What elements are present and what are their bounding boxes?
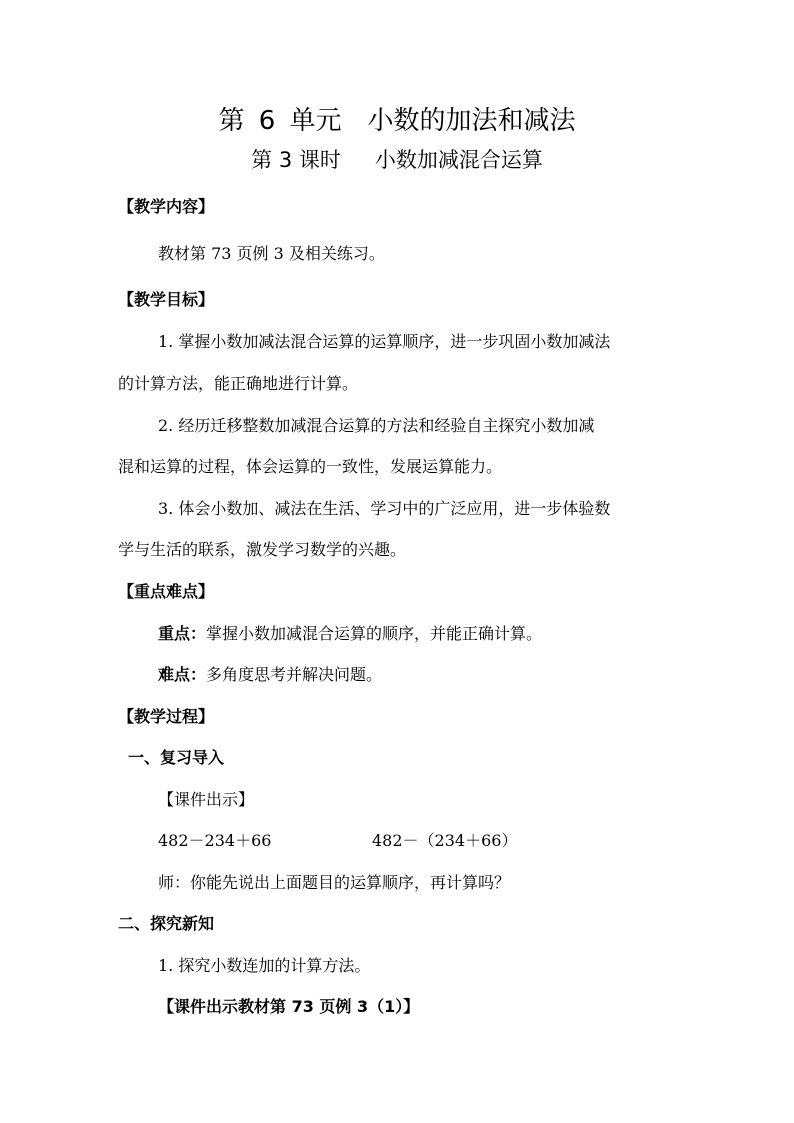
difficult-point-label: 难点： bbox=[158, 665, 207, 684]
key-point-text: 掌握小数加减混合运算的顺序，并能正确计算。 bbox=[206, 624, 543, 643]
expression-1: 482－234＋66 bbox=[158, 831, 272, 850]
section-heading-process: 【教学过程】 bbox=[118, 707, 215, 726]
section-heading-content: 【教学内容】 bbox=[118, 197, 215, 216]
content-text: 教材第 73 页例 3 及相关练习。 bbox=[158, 244, 385, 263]
goal-1-line-2: 的计算方法，能正确地进行计算。 bbox=[118, 374, 359, 393]
goal-3-line-1: 3. 体会小数加、减法在生活、学习中的广泛应用，进一步体验数 bbox=[158, 499, 611, 518]
part-1-heading: 一、复习导入 bbox=[128, 748, 225, 767]
difficult-point bbox=[158, 665, 382, 685]
teacher-question: 师：你能先说出上面题目的运算顺序，再计算吗？ bbox=[158, 873, 511, 892]
goal-2-line-2: 混和运算的过程，体会运算的一致性，发展运算能力。 bbox=[118, 457, 503, 476]
lesson-number: 第 3 课时 bbox=[251, 148, 341, 172]
part-2-heading: 二、探究新知 bbox=[118, 914, 215, 933]
lesson-name: 小数加减混合运算 bbox=[374, 148, 543, 172]
key-point bbox=[158, 624, 542, 644]
key-point-label: 重点： bbox=[158, 624, 207, 643]
courseware-label-1: 【课件出示】 bbox=[158, 790, 255, 809]
step-1: 1. 探究小数连加的计算方法。 bbox=[158, 956, 371, 975]
unit-title: 第 6 单元 小数的加法和减法 bbox=[218, 106, 576, 136]
goal-1-line-1: 1. 掌握小数加减法混合运算的运算顺序，进一步巩固小数加减法 bbox=[158, 332, 611, 351]
courseware-label-2: 【课件出示教材第 73 页例 3（1）】 bbox=[158, 997, 420, 1016]
section-heading-goals: 【教学目标】 bbox=[118, 290, 215, 309]
goal-2-line-1: 2. 经历迁移整数加减混合运算的方法和经验自主探究小数加减 bbox=[158, 416, 595, 435]
section-heading-key-points: 【重点难点】 bbox=[118, 582, 215, 601]
difficult-point-text: 多角度思考并解决问题。 bbox=[206, 665, 383, 684]
lesson-title bbox=[0, 144, 794, 174]
expression-2: 482－（234＋66） bbox=[372, 831, 518, 850]
goal-3-line-2: 学与生活的联系，激发学习数学的兴趣。 bbox=[118, 540, 407, 559]
